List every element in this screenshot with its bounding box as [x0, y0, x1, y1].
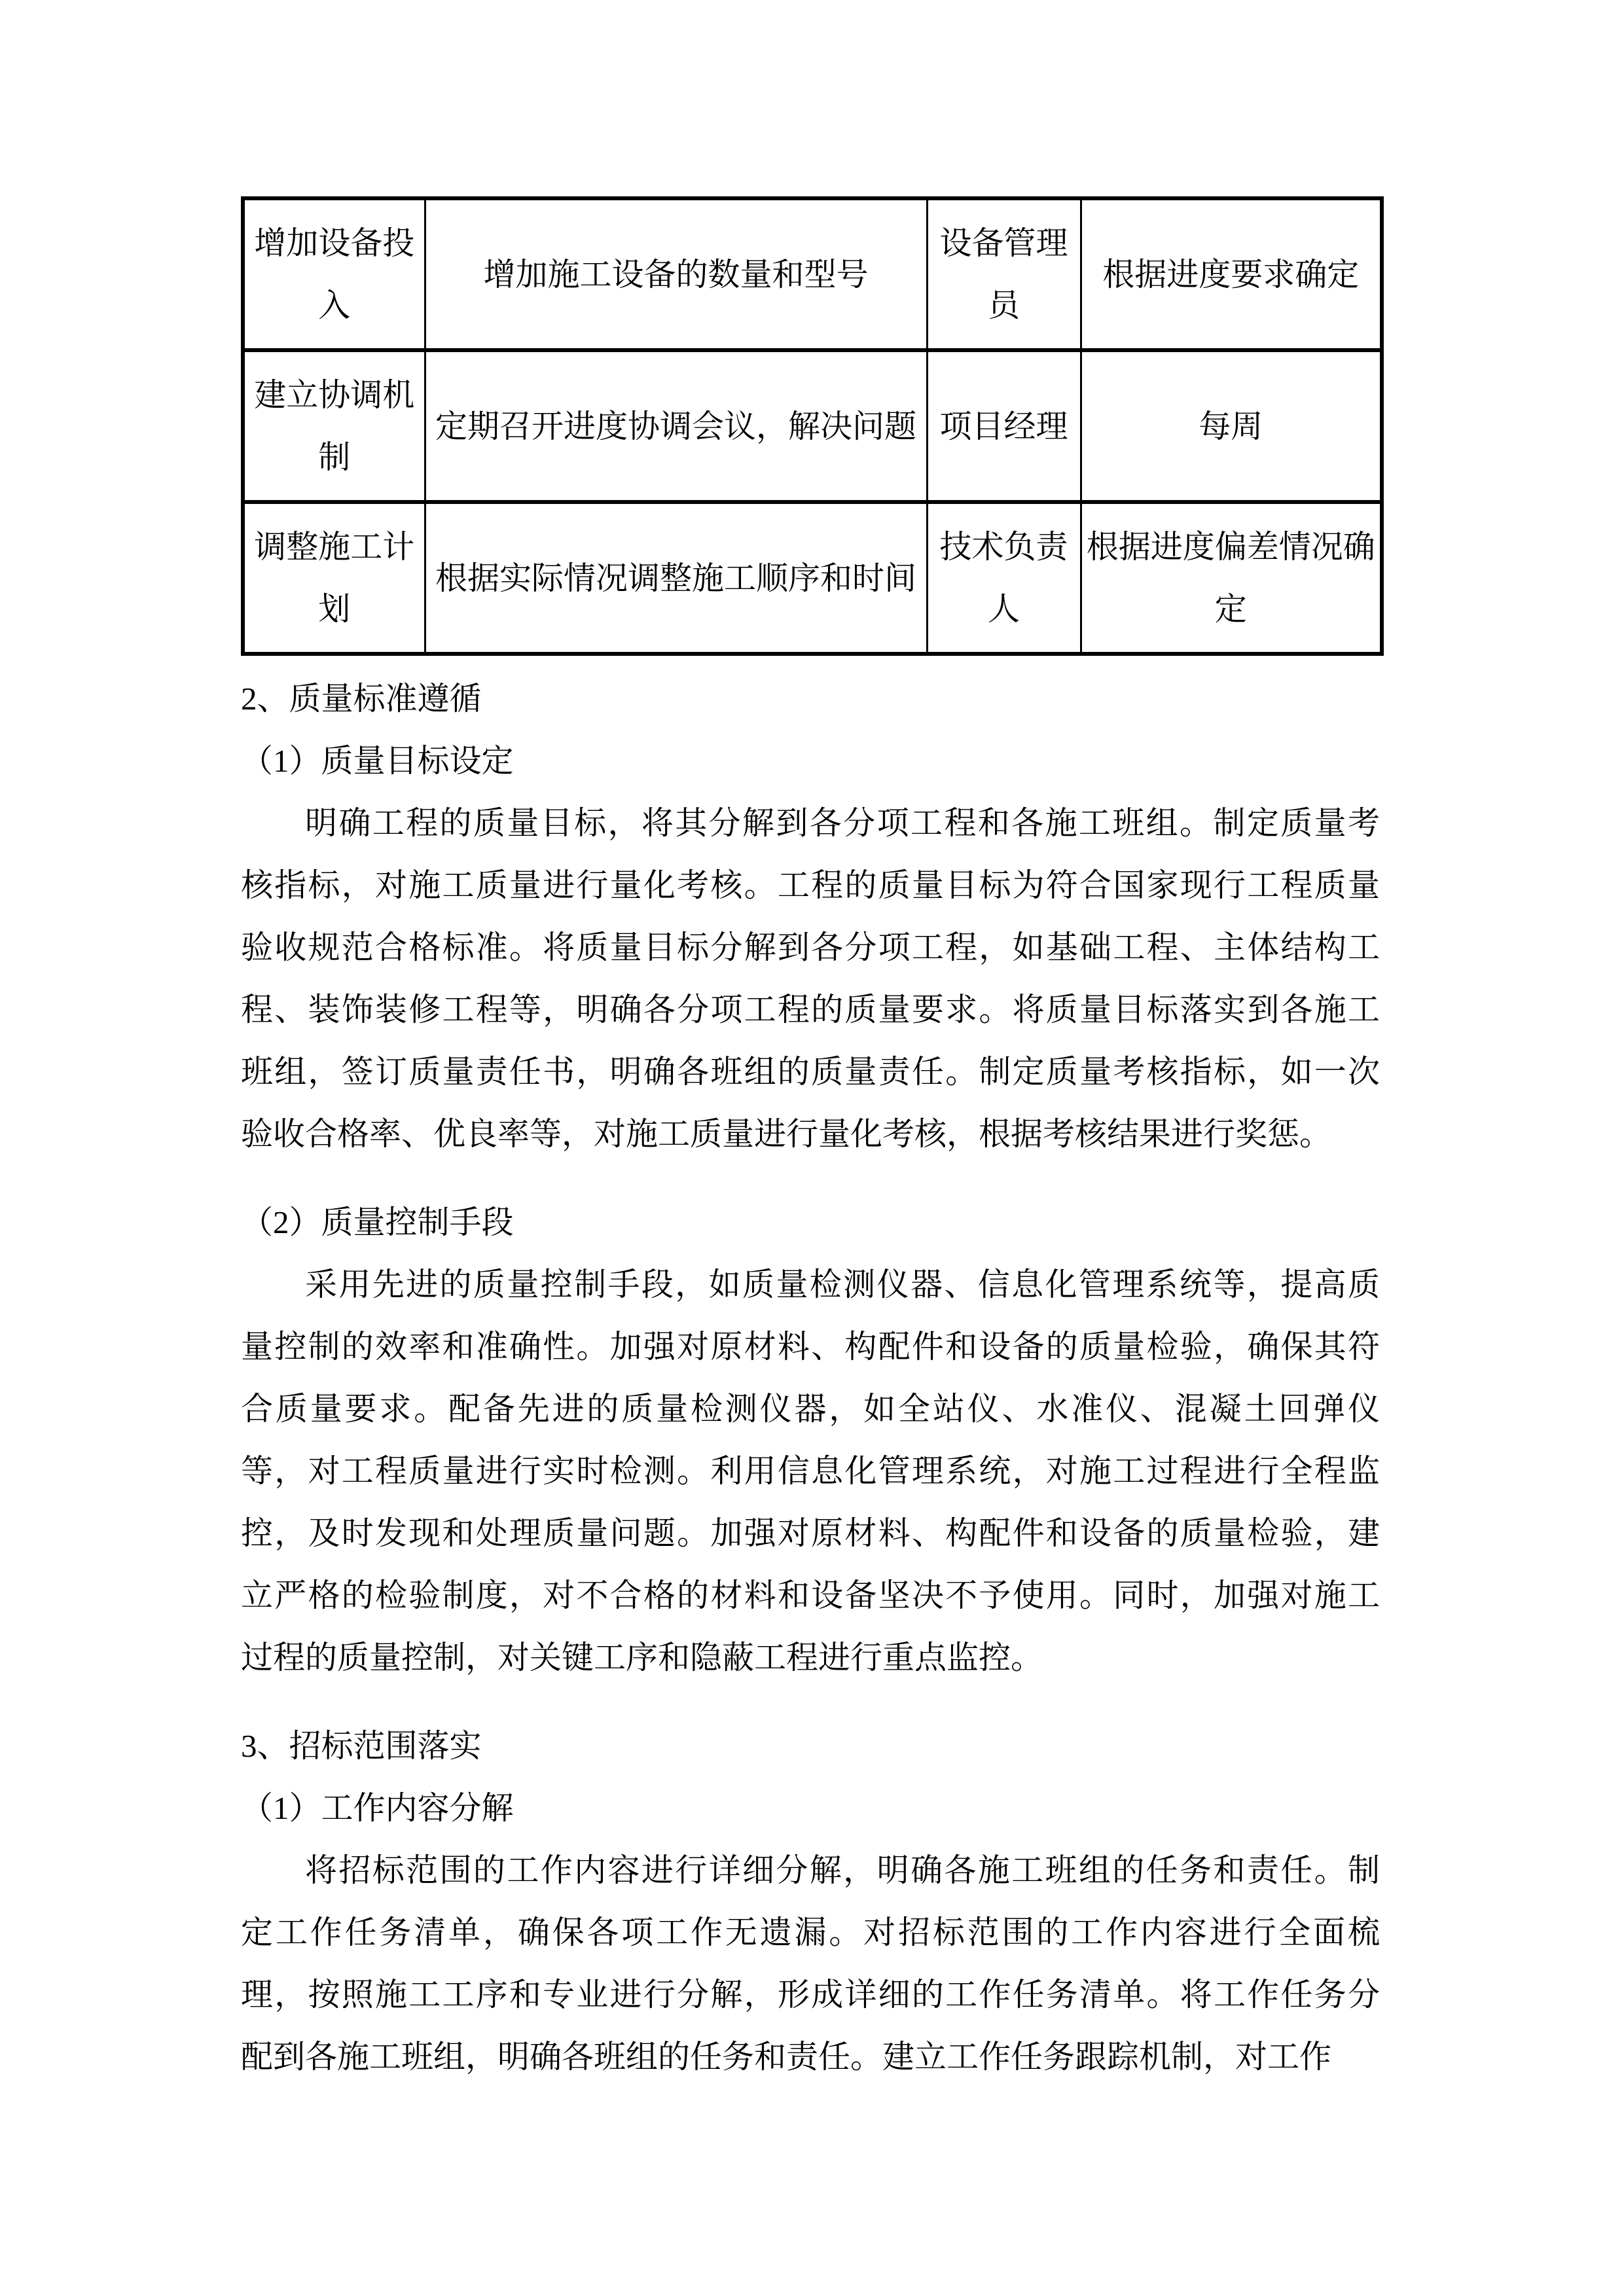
paragraph-line: 班组，签订质量责任书，明确各班组的质量责任。制定质量考核指标，如一次	[241, 1054, 1380, 1090]
cell-content: 增加施工设备的数量和型号	[425, 198, 927, 350]
paragraph-line: 理，按照施工工序和专业进行分解，形成详细的工作任务清单。将工作任务分	[241, 1977, 1380, 2013]
paragraph-quality-goal	[241, 792, 1380, 1165]
cell-measure: 调整施工计划	[243, 502, 425, 654]
paragraph-line: 配到各施工班组，明确各班组的任务和责任。建立工作任务跟踪机制，对工作	[241, 2039, 1332, 2075]
section-heading-bid-scope: 3、招标范围落实	[241, 1728, 482, 1764]
cell-measure: 建立协调机制	[243, 350, 425, 502]
schedule-measures-table	[241, 196, 1384, 656]
cell-measure: 增加设备投入	[243, 198, 425, 350]
paragraph-line: 控，及时发现和处理质量问题。加强对原材料、构配件和设备的质量检验，建	[241, 1515, 1380, 1551]
paragraph-line: 等，对工程质量进行实时检测。利用信息化管理系统，对施工过程进行全程监	[241, 1453, 1380, 1489]
table-row	[243, 502, 1382, 654]
cell-timing: 根据进度要求确定	[1081, 198, 1382, 350]
paragraph-line: 明确工程的质量目标，将其分解到各分项工程和各施工班组。制定质量考	[305, 805, 1380, 841]
table-row	[243, 198, 1382, 350]
table-row	[243, 350, 1382, 502]
cell-responsible: 技术负责人	[927, 502, 1081, 654]
paragraph-quality-control	[241, 1253, 1380, 1689]
paragraph-line: 量控制的效率和准确性。加强对原材料、构配件和设备的质量检验，确保其符	[241, 1329, 1380, 1365]
section-heading-quality: 2、质量标准遵循	[241, 681, 482, 717]
paragraph-line: 核指标，对施工质量进行量化考核。工程的质量目标为符合国家现行工程质量	[241, 867, 1380, 903]
subsection-heading-work-breakdown: （1）工作内容分解	[241, 1790, 514, 1826]
paragraph-line: 合质量要求。配备先进的质量检测仪器，如全站仪、水准仪、混凝土回弹仪	[241, 1391, 1380, 1427]
cell-responsible: 项目经理	[927, 350, 1081, 502]
cell-timing: 根据进度偏差情况确定	[1081, 502, 1382, 654]
paragraph-work-breakdown	[241, 1839, 1380, 2088]
paragraph-line: 定工作任务清单，确保各项工作无遗漏。对招标范围的工作内容进行全面梳	[241, 1914, 1380, 1950]
paragraph-line: 验收合格率、优良率等，对施工质量进行量化考核，根据考核结果进行奖惩。	[241, 1116, 1332, 1152]
subsection-heading-quality-control: （2）质量控制手段	[241, 1204, 514, 1240]
paragraph-line: 立严格的检验制度，对不合格的材料和设备坚决不予使用。同时，加强对施工	[241, 1577, 1380, 1613]
paragraph-line: 程、装饰装修工程等，明确各分项工程的质量要求。将质量目标落实到各施工	[241, 992, 1380, 1028]
cell-timing: 每周	[1081, 350, 1382, 502]
subsection-heading-quality-goal: （1）质量目标设定	[241, 743, 514, 779]
paragraph-line: 过程的质量控制，对关键工序和隐蔽工程进行重点监控。	[241, 1640, 1043, 1676]
paragraph-line: 将招标范围的工作内容进行详细分解，明确各施工班组的任务和责任。制	[305, 1852, 1380, 1888]
cell-content: 定期召开进度协调会议，解决问题	[425, 350, 927, 502]
cell-content: 根据实际情况调整施工顺序和时间	[425, 502, 927, 654]
paragraph-line: 验收规范合格标准。将质量目标分解到各分项工程，如基础工程、主体结构工	[241, 929, 1380, 965]
cell-responsible: 设备管理员	[927, 198, 1081, 350]
paragraph-line: 采用先进的质量控制手段，如质量检测仪器、信息化管理系统等，提高质	[305, 1266, 1380, 1302]
document-content	[241, 196, 1380, 2088]
